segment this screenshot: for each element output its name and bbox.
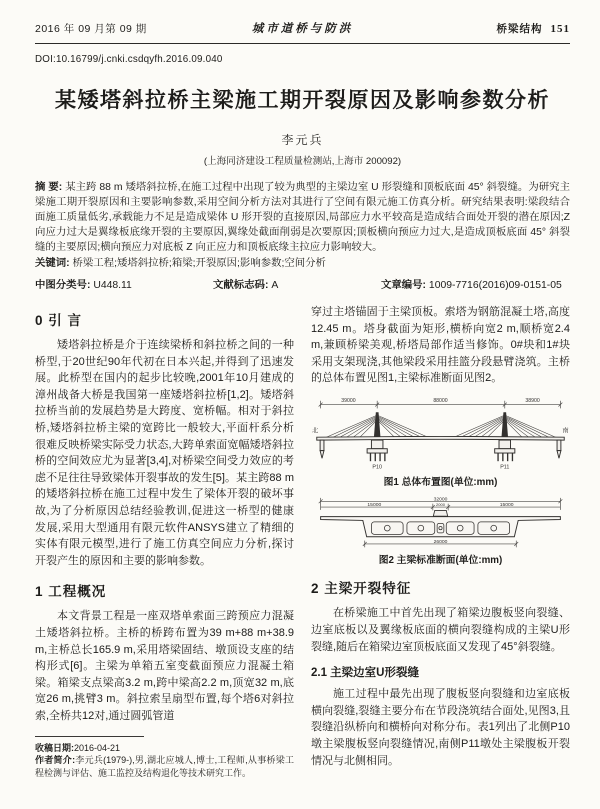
issue-date: 2016 年 09 月第 09 期 <box>35 23 147 35</box>
clc-number: 中图分类号: U448.11 <box>35 279 132 291</box>
abstract-text: 某主跨 88 m 矮塔斜拉桥,在施工过程中出现了较为典型的主梁边室 U 形裂缝和顶板底面 45° 斜裂缝。为研究主梁施工期开裂原因和主要影响参数,采用空间分析方法对其进行了空间有限元施工仿真分析。研究结果表明:梁段结合面施工质量低劣,承载能力不足是造成梁体 U 形开裂的直接原因,局部应力水平较高是造成结合面处开裂的潜在原因;Z 向应力过大是翼缘板底缘开裂的主要原因,翼缘处截面削弱是次要原因;顶板横向预应力过大,是造成顶板底面 45° 斜裂缝的主要原因;横向预应力对底板 Z 向正应力和顶板底缘主拉应力影响较大。 <box>35 182 570 253</box>
page-number: 151 <box>550 23 570 35</box>
section-2-paragraph: 在桥梁施工中首先出现了箱梁边腹板竖向裂缝、边室底板以及翼缘板底面的横向裂缝构成的主梁U形裂缝,随后在箱梁边室顶板底面又发现了45°斜裂缝。 <box>311 607 570 653</box>
meta-row <box>35 276 570 291</box>
pylons <box>374 412 508 437</box>
fig1-dim-left: 39000 <box>341 398 356 405</box>
footnote-divider <box>35 736 144 737</box>
received-date-line: 收稿日期:2016-04-21 <box>35 742 121 753</box>
document-code: 文献标志码: A <box>213 279 279 291</box>
piers <box>367 440 515 453</box>
author-bio-line: 作者简介:李元兵(1979-),男,湖北应城人,博士,工程师,从事桥梁工程检测与评估、施工监控及结构退化等技术研究工作。 <box>35 755 294 778</box>
right-column <box>311 304 570 780</box>
abstract <box>35 181 570 256</box>
fig2-dim-bottom: 26000 <box>433 538 448 545</box>
fig2-dim-center: 2000 <box>436 501 445 507</box>
footnote-block <box>35 736 294 780</box>
running-header <box>35 20 570 36</box>
section-2-1-heading: 2.1 主梁边室U形裂缝 <box>311 667 419 680</box>
fig2-dim-right: 15000 <box>499 501 514 508</box>
girder-cross-section-drawing <box>311 496 570 550</box>
section-name: 桥梁结构 <box>496 23 543 35</box>
article-title: 某矮塔斜拉桥主梁施工期开裂原因及影响参数分析 <box>55 89 550 112</box>
left-column <box>35 304 294 780</box>
section-2-heading: 2 主梁开裂特征 <box>311 581 412 597</box>
fig2-dim-total: 32000 <box>433 496 448 503</box>
fig1-pier-p10-label: P10 <box>372 464 382 471</box>
figure-1 <box>311 395 570 471</box>
section-0-paragraph: 矮塔斜拉桥是介于连续梁桥和斜拉桥之间的一种桥型,于20世纪90年代初在日本兴起,并得到了迅速发展。此桥型在国内的起步比较晚,2001年10月建成的漳州战备大桥是我国第一座矮塔斜拉桥[1,2]。矮塔斜拉桥当前的发展趋势是大跨度、宽桥幅。相对于斜拉桥,矮塔斜拉桥主梁的宽跨比一般较大,平面杆系分析很难反映桥梁实际受力状态,大跨单索面宽幅矮塔斜拉桥的空间效应尤为显著[3,4],对桥梁空间受力效应的考虑不足往往导致梁体开裂事故的发生[5]。某主跨88 m的矮塔斜拉桥在施工过程中发生了梁体开裂的破坏事故,为了分析原因总结经验教训,促进这一桥型的健康发展,采用大型通用有限元软件ANSYS建立了精细的实体有限元模型,进行了施工仿真空间应力分析,探讨开裂产生的原因和主要的影响参数。 <box>35 338 294 567</box>
author-name: 李元兵 <box>281 133 324 147</box>
fig2-dim-left: 15000 <box>367 501 382 508</box>
figure-2 <box>311 496 570 550</box>
section-0-heading: 0 引 言 <box>35 312 83 328</box>
fig1-dim-right: 38900 <box>525 398 540 405</box>
section-1-paragraph: 本文背景工程是一座双塔单索面三跨预应力混凝土矮塔斜拉桥。主桥的桥跨布置为39 m+88 m+38.9 m,主桥总长165.9 m,采用塔梁固结、墩顶设支座的结构形式[6]。主梁为单箱五室变截面预应力混凝土箱梁。箱梁支点梁高3.2 m,跨中梁高2.2 m,顶宽32 m,底宽26 m,挑臂3 m。斜拉索呈扇型布置,每个塔6对斜拉索,全桥共12对,通过圆弧管道 <box>35 610 294 723</box>
fig1-dim-mid: 88000 <box>433 398 448 405</box>
two-column-body <box>35 304 570 780</box>
pylon-stub <box>433 510 447 516</box>
keywords-text: 桥梁工程;矮塔斜拉桥;箱梁;开裂原因;影响参数;空间分析 <box>72 257 326 269</box>
keywords <box>35 257 570 272</box>
deck <box>317 436 564 440</box>
journal-name: 城市道桥与防洪 <box>251 23 354 35</box>
fig1-south-label: 南 <box>562 427 569 435</box>
section-and-page <box>400 21 570 36</box>
keywords-label: 关键词: <box>35 257 70 269</box>
section-1-heading: 1 工程概况 <box>35 584 107 600</box>
continued-paragraph: 穿过主塔锚固于主梁顶板。索塔为钢筋混凝土塔,高度12.45 m。塔身截面为矩形,横桥向宽2 m,顺桥宽2.4 m,兼顾桥梁美观,桥塔局部作适当修饰。0#块和1#块采用支架现浇,其他梁段采用挂篮分段悬臂浇筑。主桥的总体布置见图1,主梁标准断面见图2。 <box>311 305 570 385</box>
fig1-north-label: 北 <box>311 427 319 435</box>
fig1-pier-p11-label: P11 <box>500 464 510 471</box>
bridge-elevation-drawing <box>311 395 570 471</box>
abutments <box>320 440 561 458</box>
article-id: 文章编号: 1009-7716(2016)09-0151-05 <box>381 279 562 291</box>
figure-2-caption: 图2 主梁标准断面(单位:mm) <box>378 555 503 567</box>
author-affiliation: (上海同济建设工程质量检测站,上海市 200092) <box>203 156 402 167</box>
section-2-1-paragraph: 施工过程中最先出现了腹板竖向裂缝和边室底板横向裂缝,裂缝主要分布在节段浇筑结合面处,见图3,且裂缝沿纵桥向和横桥向对称分布。表1列出了北侧P10墩主梁腹板竖向裂缝情况,南侧P11墩处主梁腹板开裂情况与北侧相同。 <box>311 688 570 767</box>
figure-1-caption: 图1 总体布置图(单位:mm) <box>383 476 498 488</box>
piles <box>370 453 512 461</box>
doi-line: DOI:10.16799/j.cnki.csdqyfh.2016.09.040 <box>35 54 223 65</box>
stay-cables <box>326 415 555 437</box>
abstract-label: 摘 要: <box>35 182 63 193</box>
header-divider <box>35 43 570 44</box>
